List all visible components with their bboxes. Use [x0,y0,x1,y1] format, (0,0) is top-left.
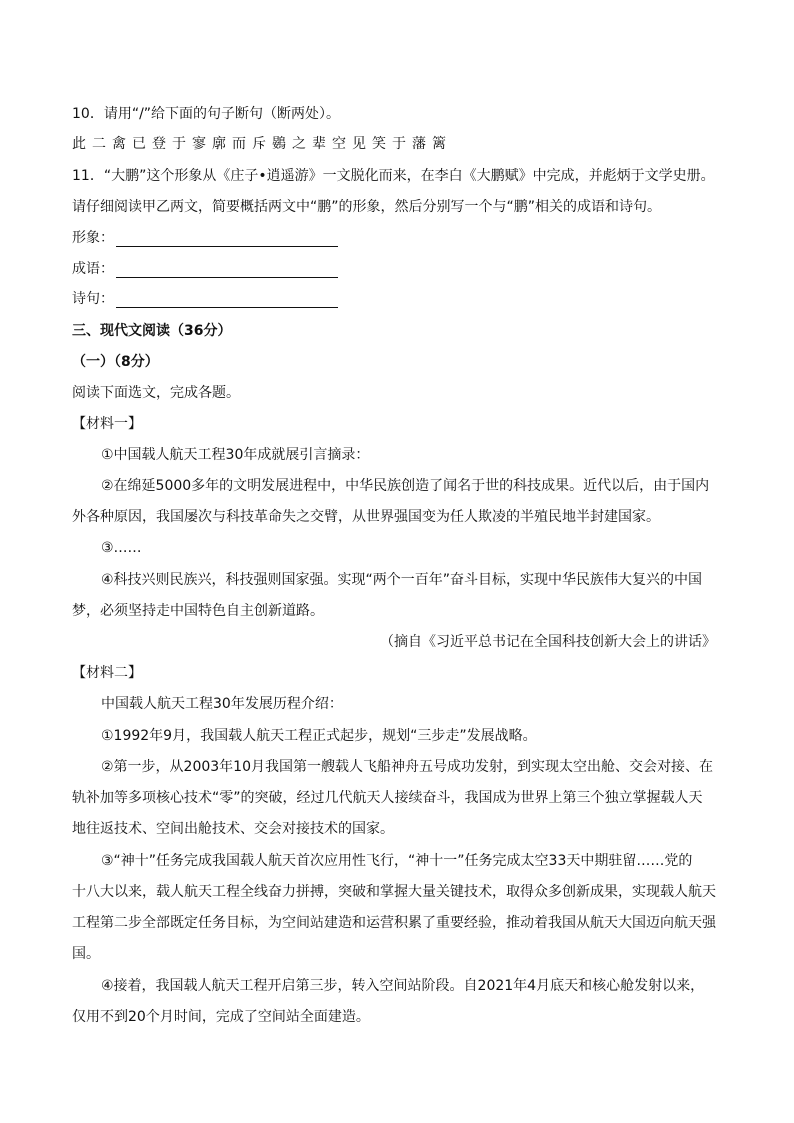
material1-p4-line1: ④科技兴则民族兴，科技强则国家强。实现“两个一百年”奋斗目标，实现中华民族伟大复兴的中国 [101,572,703,588]
material1-p3: ③…… [101,540,142,556]
material2-p2-line1: ②第一步，从2003年10月我国第一艘载人飞船神舟五号成功发射，到实现太空出舱、交会对接、在 [101,759,713,775]
answer-field-idiom [72,260,338,278]
material1-p1: ①中国载人航天工程30年成就展引言摘录： [101,447,370,463]
answer-blank-idiom[interactable] [116,263,338,278]
material2-header: 【材料二】 [72,665,142,681]
material2-p4-line1: ④接着，我国载人航天工程开启第三步，转入空间站阶段。自2021年4月底天和核心舱发射以来， [101,978,705,994]
material2-p3-line3: 工程第二步全部既定任务目标，为空间站建造和运营积累了重要经验，推动着我国从航天大国迈向航天强 [72,915,716,931]
material2-p3-line1: ③“神十”任务完成我国载人航天首次应用性飞行，“神十一”任务完成太空33天中期驻留……党的 [101,853,693,869]
material2-p2-line3: 地往返技术、空间出舱技术、交会对接技术的国家。 [72,821,394,837]
answer-label-poem: 诗句： [72,291,114,307]
q10-sentence: 此二禽已登于寥廓而斥鷃之辈空见笑于藩篱 [72,136,452,152]
section3-part1: （一）（8分） [72,354,159,370]
answer-blank-poem[interactable] [116,293,338,308]
material1-source: （摘自《习近平总书记在全国科技创新大会上的讲话》 [380,634,716,650]
material1-p2-line2: 外各种原因，我国屡次与科技革命失之交臂，从世界强国变为任人欺凌的半殖民地半封建国家。 [72,509,660,525]
q11-line1: 11．“大鹏”这个形象从《庄子•逍遥游》一文脱化而来，在李白《大鹏赋》中完成，并彪炳于文学史册。 [72,168,715,184]
material2-p2-line2: 轨补加等多项核心技术“零”的突破，经过几代航天人接续奋斗，我国成为世界上第三个独立掌握载人天 [72,790,703,806]
material2-intro: 中国载人航天工程30年发展历程介绍： [101,696,343,712]
answer-blank-image[interactable] [116,232,338,247]
material2-p1: ①1992年9月，我国载人航天工程正式起步，规划“三步走”发展战略。 [101,728,537,744]
material1-header: 【材料一】 [72,416,142,432]
q11-line2: 请仔细阅读甲乙两文，简要概括两文中“鹏”的形象，然后分别写一个与“鹏”相关的成语和诗句。 [72,199,662,215]
material1-p4-line2: 梦，必须坚持走中国特色自主创新道路。 [72,603,324,619]
material2-p3-line2: 十八大以来，载人航天工程全线奋力拼搏，突破和掌握大量关键技术，取得众多创新成果，实现载人航天 [72,884,716,900]
q10-prompt: 10．请用“/”给下面的句子断句（断两处）。 [72,106,341,122]
material2-p3-line4: 国。 [72,946,100,962]
answer-field-poem [72,290,338,308]
material1-p2-line1: ②在绵延5000多年的文明发展进程中，中华民族创造了闻名于世的科技成果。近代以后，由于国内 [101,478,710,494]
answer-field-image [72,229,338,247]
section3-title: 三、现代文阅读（36分） [72,323,232,339]
material2-p4-line2: 仅用不到20个月时间，完成了空间站全面建造。 [72,1009,370,1025]
answer-label-idiom: 成语： [72,261,114,277]
reading-instruction: 阅读下面选文，完成各题。 [72,385,240,401]
answer-label-image: 形象： [72,230,114,246]
